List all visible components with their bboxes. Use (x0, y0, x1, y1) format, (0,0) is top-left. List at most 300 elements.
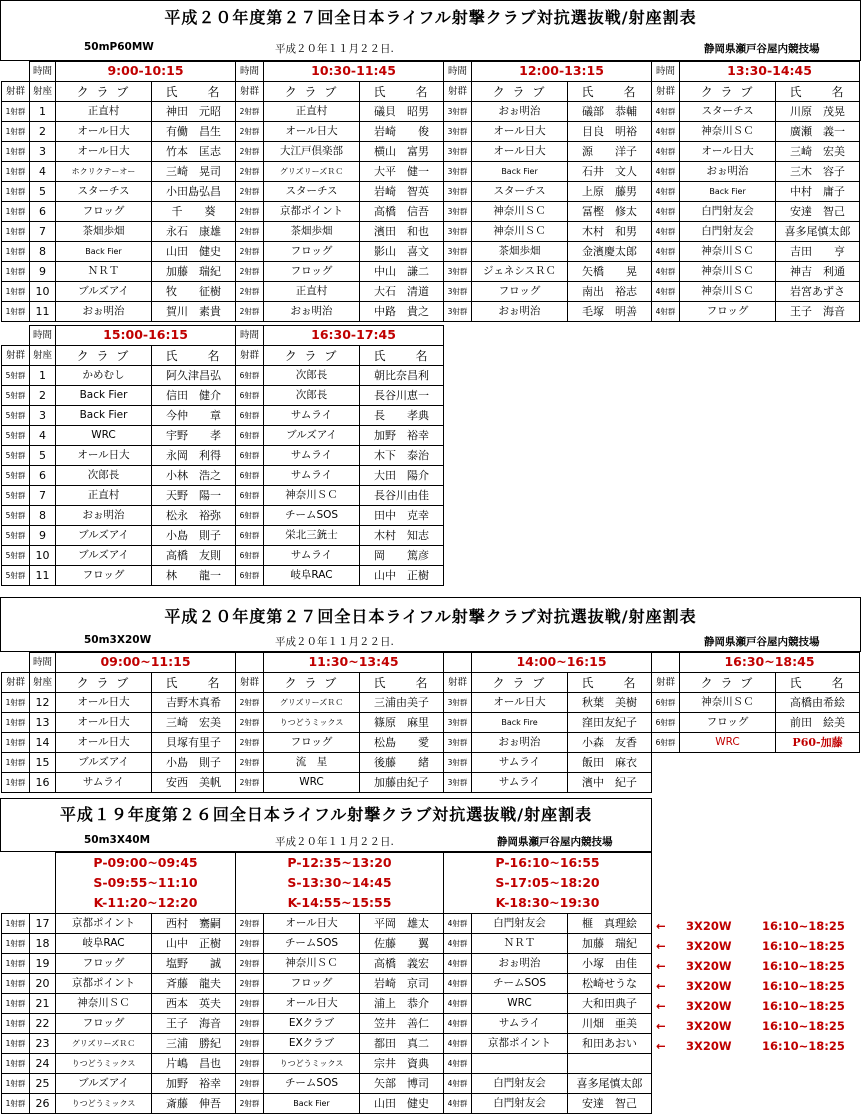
lane-cell: 22 (30, 1014, 56, 1034)
group-cell: 5射群 (2, 406, 30, 426)
club-cell: Back Fier (56, 386, 152, 406)
name-header: 氏 名 (360, 346, 444, 366)
table-row (2, 446, 444, 466)
time-label (444, 653, 472, 673)
name-cell: 南出 裕志 (568, 282, 652, 302)
group-cell: 2射群 (236, 994, 264, 1014)
club-header: ク ラ ブ (264, 82, 360, 102)
name-cell: 喜多尾慎太郎 (776, 222, 860, 242)
name-cell: 喜多尾慎太郎 (568, 1074, 652, 1094)
name-cell: 吉野木真希 (152, 693, 236, 713)
group-cell: 2射群 (236, 713, 264, 733)
table-row (2, 202, 860, 222)
name-cell: 三木 容子 (776, 162, 860, 182)
lane-cell: 3 (30, 406, 56, 426)
spacer (2, 62, 30, 82)
lane-cell: 4 (30, 426, 56, 446)
note-time: 16:10~18:25 (762, 1019, 845, 1033)
group-cell: 4射群 (444, 1054, 472, 1074)
club-cell: 次郎長 (56, 466, 152, 486)
group-cell: 1射群 (2, 222, 30, 242)
name-cell: 岡 篤彦 (360, 546, 444, 566)
lane-cell: 12 (30, 693, 56, 713)
name-cell: 礒部 恭輔 (568, 102, 652, 122)
group-header: 射群 (236, 82, 264, 102)
time-slot: S-13:30~14:45 (287, 875, 392, 890)
name-cell: 宗井 資典 (360, 1054, 444, 1074)
club-cell: サムライ (472, 1014, 568, 1034)
group-cell: 2射群 (236, 202, 264, 222)
time-slot: 16:30~18:45 (680, 653, 860, 673)
club-cell: 流 星 (264, 753, 360, 773)
table-row (2, 262, 860, 282)
time-slot: K-11:20~12:20 (93, 895, 198, 910)
club-cell: EXクラブ (264, 1014, 360, 1034)
name-cell: 阿久津昌弘 (152, 366, 236, 386)
club-cell: 茶畑歩畑 (264, 222, 360, 242)
name-cell: 高橋 義宏 (360, 954, 444, 974)
name-cell: 長 孝典 (360, 406, 444, 426)
lane-header: 射座 (30, 346, 56, 366)
group-cell: 4射群 (444, 974, 472, 994)
group-cell: 5射群 (2, 386, 30, 406)
lane-cell: 1 (30, 102, 56, 122)
club-cell: りつどうミックス (264, 713, 360, 733)
group-cell: 1射群 (2, 773, 30, 793)
name-cell: 大平 健一 (360, 162, 444, 182)
group-cell: 3射群 (444, 102, 472, 122)
group-header: 射群 (652, 82, 680, 102)
name-cell: 三浦由美子 (360, 693, 444, 713)
name-cell: 岩宮あずさ (776, 282, 860, 302)
group-cell: 4射群 (444, 994, 472, 1014)
club-cell: オール日大 (472, 142, 568, 162)
name-cell: 信田 健介 (152, 386, 236, 406)
name-cell: 神吉 利通 (776, 262, 860, 282)
group-cell: 2射群 (236, 733, 264, 753)
club-cell: フロッグ (264, 733, 360, 753)
name-cell: 榧 真理絵 (568, 914, 652, 934)
name-cell: 小林 浩之 (152, 466, 236, 486)
name-cell: 平岡 雄太 (360, 914, 444, 934)
lane-cell: 6 (30, 202, 56, 222)
club-cell: サムライ (264, 546, 360, 566)
club-cell: ブルズアイ (56, 1074, 152, 1094)
club-cell: オール日大 (56, 693, 152, 713)
name-cell: 高橋 友則 (152, 546, 236, 566)
p60-block-2 (1, 325, 444, 586)
lane-cell: 9 (30, 526, 56, 546)
group-cell: 4射群 (652, 122, 680, 142)
group-cell: 4射群 (444, 1094, 472, 1114)
club-cell: Back Fier (56, 242, 152, 262)
club-header: ク ラ ブ (264, 673, 360, 693)
group-cell: 1射群 (2, 282, 30, 302)
club-cell: 神奈川ＳＣ (680, 122, 776, 142)
club-cell: 正直村 (264, 102, 360, 122)
group-cell: 4射群 (652, 102, 680, 122)
club-cell: 神奈川ＳＣ (680, 693, 776, 713)
group-cell: 1射群 (2, 262, 30, 282)
club-cell: おぉ明治 (56, 302, 152, 322)
name-cell: 斉藤 龍夫 (152, 974, 236, 994)
name-cell: 大石 清道 (360, 282, 444, 302)
left-arrow-icon: ← (656, 939, 666, 953)
club-header: ク ラ ブ (56, 673, 152, 693)
club-cell: オール日大 (472, 122, 568, 142)
group-cell: 1射群 (2, 242, 30, 262)
club-cell: かめむし (56, 366, 152, 386)
group-cell: 3射群 (444, 142, 472, 162)
group-cell: 1射群 (2, 934, 30, 954)
note-event: 3X20W (686, 939, 732, 953)
lane-cell: 8 (30, 506, 56, 526)
note-time: 16:10~18:25 (762, 999, 845, 1013)
group-cell: 2射群 (236, 222, 264, 242)
name-cell: 長谷川由佳 (360, 486, 444, 506)
table-row (2, 222, 860, 242)
table-row (2, 182, 860, 202)
spacer (2, 653, 30, 673)
lane-cell: 6 (30, 466, 56, 486)
club-cell: おぉ明治 (472, 102, 568, 122)
group-cell: 5射群 (2, 486, 30, 506)
club-cell: 神奈川ＳＣ (264, 954, 360, 974)
spacer (2, 326, 30, 346)
left-arrow-icon: ← (656, 979, 666, 993)
club-cell: サムライ (472, 773, 568, 793)
name-cell: 賀川 素貴 (152, 302, 236, 322)
club-cell: おぉ明治 (472, 954, 568, 974)
name-header: 氏 名 (152, 82, 236, 102)
lane-cell: 18 (30, 934, 56, 954)
name-cell: 木村 知志 (360, 526, 444, 546)
date-label: 平成２０年１１月２２日. (275, 836, 394, 848)
name-cell: 松永 裕弥 (152, 506, 236, 526)
group-cell: 2射群 (236, 1074, 264, 1094)
club-cell: おぉ明治 (680, 162, 776, 182)
name-header: 氏 名 (568, 673, 652, 693)
time-label: 時間 (30, 62, 56, 82)
club-cell: 正直村 (264, 282, 360, 302)
name-cell: 王子 海音 (776, 302, 860, 322)
group-cell: 4射群 (652, 202, 680, 222)
name-cell: 廣瀬 義一 (776, 122, 860, 142)
club-cell: オール日大 (56, 713, 152, 733)
club-header: ク ラ ブ (264, 346, 360, 366)
reschedule-note (656, 919, 856, 933)
group-cell: 4射群 (652, 142, 680, 162)
group-cell: 1射群 (2, 202, 30, 222)
club-header: ク ラ ブ (680, 673, 776, 693)
group-cell: 3射群 (444, 182, 472, 202)
note-time: 16:10~18:25 (762, 939, 845, 953)
name-cell: 岩崎 智英 (360, 182, 444, 202)
lane-cell: 14 (30, 733, 56, 753)
club-cell: 白門射友会 (472, 1074, 568, 1094)
group-cell: 2射群 (236, 1034, 264, 1054)
section-frame (0, 798, 652, 852)
club-cell: フロッグ (56, 202, 152, 222)
club-cell: サムライ (56, 773, 152, 793)
table-row (2, 426, 444, 446)
group-cell: 2射群 (236, 182, 264, 202)
group-cell: 3射群 (444, 162, 472, 182)
name-cell: 中村 庸子 (776, 182, 860, 202)
name-cell: 斎藤 伸吾 (152, 1094, 236, 1114)
group-cell: 6射群 (236, 386, 264, 406)
name-cell: 山中 正樹 (360, 566, 444, 586)
name-cell: 秋葉 美樹 (568, 693, 652, 713)
club-cell: フロッグ (680, 713, 776, 733)
name-cell: 安達 智己 (776, 202, 860, 222)
note-event: 3X20W (686, 1039, 732, 1053)
club-cell: 神奈川ＳＣ (472, 202, 568, 222)
club-cell: サムライ (264, 406, 360, 426)
name-cell: 天野 陽一 (152, 486, 236, 506)
name-header: 氏 名 (776, 82, 860, 102)
time-slot: 10:30-11:45 (264, 62, 444, 82)
group-cell: 3射群 (444, 302, 472, 322)
note-event: 3X20W (686, 979, 732, 993)
club-cell: Back Fier (680, 182, 776, 202)
group-cell: 5射群 (2, 546, 30, 566)
table-row (2, 733, 860, 753)
club-cell: ブルズアイ (56, 753, 152, 773)
club-cell: オール日大 (56, 733, 152, 753)
group-cell: 1射群 (2, 182, 30, 202)
club-cell: 正直村 (56, 486, 152, 506)
header-row (2, 346, 444, 366)
group-cell: 2射群 (236, 773, 264, 793)
group-cell: 3射群 (444, 202, 472, 222)
name-cell: 後藤 緒 (360, 753, 444, 773)
name-cell: 長谷川恵一 (360, 386, 444, 406)
empty-cell (652, 753, 860, 773)
name-cell: 山田 健史 (360, 1094, 444, 1114)
club-cell: グリズリーズＲＣ (56, 1034, 152, 1054)
group-cell: 5射群 (2, 446, 30, 466)
name-cell: P60-加藤 (776, 733, 860, 753)
group-cell: 4射群 (652, 262, 680, 282)
group-cell: 4射群 (444, 1074, 472, 1094)
group-cell: 2射群 (236, 954, 264, 974)
group-cell: 2射群 (236, 282, 264, 302)
group-cell: 6射群 (652, 713, 680, 733)
time-label: 時間 (236, 62, 264, 82)
name-cell: 田中 克幸 (360, 506, 444, 526)
left-arrow-icon: ← (656, 1039, 666, 1053)
lane-header: 射座 (30, 82, 56, 102)
club-cell: サムライ (472, 753, 568, 773)
lane-cell: 7 (30, 486, 56, 506)
group-cell: 2射群 (236, 934, 264, 954)
venue-label: 静岡県瀬戸谷屋内競技場 (497, 836, 613, 848)
club-cell: スターチス (264, 182, 360, 202)
name-cell: 小島 則子 (152, 753, 236, 773)
table-row (2, 242, 860, 262)
group-cell: 4射群 (444, 914, 472, 934)
name-cell: 山田 健史 (152, 242, 236, 262)
table-row (2, 713, 860, 733)
name-cell: 小島 則子 (152, 526, 236, 546)
time-slot: 9:00-10:15 (56, 62, 236, 82)
group-cell: 1射群 (2, 302, 30, 322)
group-cell: 2射群 (236, 302, 264, 322)
left-arrow-icon: ← (656, 999, 666, 1013)
group-cell: 2射群 (236, 102, 264, 122)
club-cell: サムライ (264, 466, 360, 486)
club-cell: チームSOS (472, 974, 568, 994)
time-row (2, 62, 860, 82)
club-cell: 岐阜RAC (56, 934, 152, 954)
time-slot: P-16:10~16:55 (495, 855, 600, 870)
name-cell: 三崎 宏美 (776, 142, 860, 162)
group-cell: 4射群 (652, 182, 680, 202)
name-cell: 加藤由紀子 (360, 773, 444, 793)
group-cell: 2射群 (236, 693, 264, 713)
club-cell: チームSOS (264, 934, 360, 954)
club-cell: フロッグ (680, 302, 776, 322)
name-cell: 西本 英夫 (152, 994, 236, 1014)
header-row (2, 673, 860, 693)
group-cell: 2射群 (236, 1054, 264, 1074)
name-cell: 金濱慶太郎 (568, 242, 652, 262)
name-cell: 山中 正樹 (152, 934, 236, 954)
name-cell: 毛塚 明善 (568, 302, 652, 322)
time-slot: K-14:55~15:55 (287, 895, 392, 910)
group-cell: 6射群 (236, 546, 264, 566)
lane-cell: 20 (30, 974, 56, 994)
club-cell: 白門射友会 (472, 914, 568, 934)
club-cell: オール日大 (472, 693, 568, 713)
group-cell: 1射群 (2, 994, 30, 1014)
lane-cell: 2 (30, 122, 56, 142)
group-cell: 4射群 (652, 302, 680, 322)
table-row (2, 1014, 652, 1034)
table-row (2, 546, 444, 566)
club-cell: オール日大 (680, 142, 776, 162)
group-cell: 6射群 (236, 406, 264, 426)
group-header: 射群 (444, 673, 472, 693)
name-cell: 源 洋子 (568, 142, 652, 162)
table-row (2, 753, 860, 773)
3x20w-table (1, 652, 860, 793)
left-arrow-icon: ← (656, 1019, 666, 1033)
club-cell: ホクリクテーオー (56, 162, 152, 182)
section-title: 平成２０年度第２７回全日本ライフル射撃クラブ対抗選抜戦/射座割表 (164, 8, 697, 27)
name-cell: 前田 絵美 (776, 713, 860, 733)
name-cell: 永岡 利得 (152, 446, 236, 466)
name-cell: 矢部 博司 (360, 1074, 444, 1094)
table-row (2, 1074, 652, 1094)
reschedule-note (656, 939, 856, 953)
table-row (2, 142, 860, 162)
club-cell: 京都ポイント (264, 202, 360, 222)
group-cell: 1射群 (2, 1054, 30, 1074)
club-cell: 岐阜RAC (264, 566, 360, 586)
lane-cell: 15 (30, 753, 56, 773)
name-header: 氏 名 (152, 346, 236, 366)
club-cell: サムライ (264, 446, 360, 466)
name-cell: 大田 陽介 (360, 466, 444, 486)
note-time: 16:10~18:25 (762, 1039, 845, 1053)
group-cell: 2射群 (236, 142, 264, 162)
club-cell: ブルズアイ (56, 526, 152, 546)
club-cell: おぉ明治 (56, 506, 152, 526)
group-cell: 6射群 (236, 486, 264, 506)
name-cell: 上原 藤男 (568, 182, 652, 202)
name-cell: 吉田 亨 (776, 242, 860, 262)
note-event: 3X20W (686, 919, 732, 933)
time-slot: P-12:35~13:20 (287, 855, 392, 870)
club-cell: Back Fier (472, 162, 568, 182)
club-cell: ブルズアイ (56, 282, 152, 302)
lane-cell: 10 (30, 282, 56, 302)
club-cell: フロッグ (472, 282, 568, 302)
club-cell: フロッグ (264, 262, 360, 282)
lane-cell: 8 (30, 242, 56, 262)
name-cell: 今仲 章 (152, 406, 236, 426)
table-row (2, 366, 444, 386)
reschedule-note (656, 1019, 856, 1033)
group-cell: 2射群 (236, 162, 264, 182)
group-header: 射群 (2, 673, 30, 693)
table-row (2, 466, 444, 486)
club-cell: おぉ明治 (264, 302, 360, 322)
note-event: 3X20W (686, 959, 732, 973)
spacer (30, 853, 56, 914)
club-cell: WRC (472, 994, 568, 1014)
table-row (2, 994, 652, 1014)
group-cell: 3射群 (444, 733, 472, 753)
club-cell: 神奈川ＳＣ (680, 262, 776, 282)
group-cell: 6射群 (236, 446, 264, 466)
club-cell: ジェネシスＲＣ (472, 262, 568, 282)
group-cell: 6射群 (236, 506, 264, 526)
table-row (2, 934, 652, 954)
lane-cell: 9 (30, 262, 56, 282)
group-cell: 5射群 (2, 506, 30, 526)
club-cell: EXクラブ (264, 1034, 360, 1054)
lane-cell: 26 (30, 1094, 56, 1114)
name-cell: 目良 明裕 (568, 122, 652, 142)
club-cell: りつどうミックス (56, 1094, 152, 1114)
reschedule-note (656, 999, 856, 1013)
name-cell: 濱中 紀子 (568, 773, 652, 793)
table-row (2, 122, 860, 142)
name-cell: 牧 征樹 (152, 282, 236, 302)
group-cell: 1射群 (2, 1014, 30, 1034)
club-cell: 大江戸倶楽部 (264, 142, 360, 162)
lane-cell: 16 (30, 773, 56, 793)
lane-cell: 5 (30, 446, 56, 466)
time-slot-stack (444, 853, 652, 914)
club-cell: WRC (680, 733, 776, 753)
club-cell: 神奈川ＳＣ (680, 282, 776, 302)
time-row (2, 326, 444, 346)
group-cell: 3射群 (444, 262, 472, 282)
lane-cell: 13 (30, 713, 56, 733)
group-cell: 2射群 (236, 1094, 264, 1114)
lane-cell: 11 (30, 302, 56, 322)
time-slot: 16:30-17:45 (264, 326, 444, 346)
time-label: 時間 (30, 653, 56, 673)
name-cell: 永石 康雄 (152, 222, 236, 242)
lane-cell: 4 (30, 162, 56, 182)
reschedule-note (656, 959, 856, 973)
club-cell: 白門射友会 (680, 222, 776, 242)
